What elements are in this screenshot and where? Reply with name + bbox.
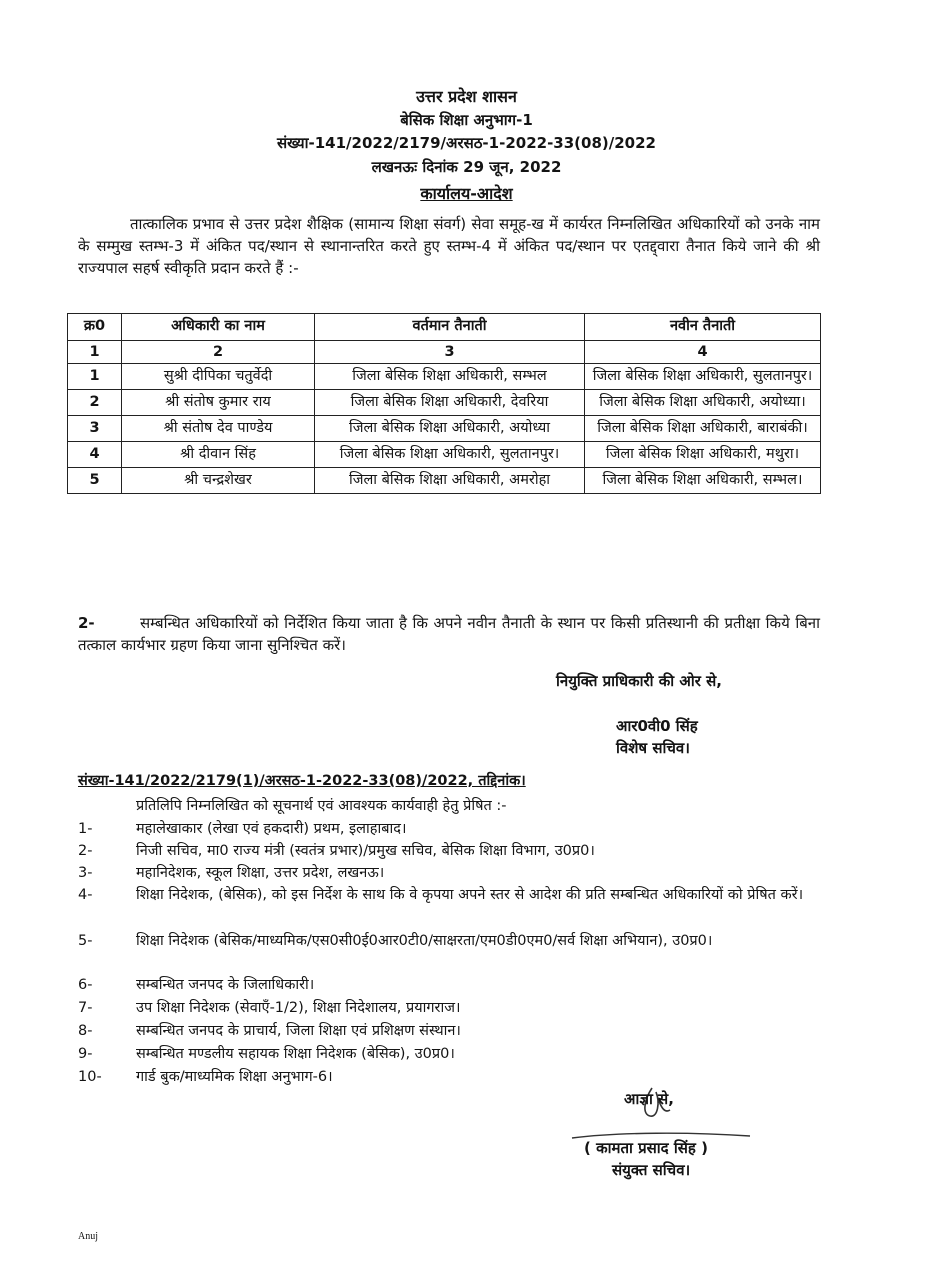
reference-number: संख्या-141/2022/2179/अरसठ-1-2022-33(08)/2022 bbox=[277, 134, 656, 152]
row-serial: 2 bbox=[68, 390, 122, 416]
signatory-1-block bbox=[616, 715, 698, 759]
row-current-posting: जिला बेसिक शिक्षा अधिकारी, सुलतानपुर। bbox=[315, 442, 585, 468]
list-item-number: 7- bbox=[78, 1000, 93, 1016]
row-new-posting: जिला बेसिक शिक्षा अधिकारी, मथुरा। bbox=[585, 442, 821, 468]
list-item bbox=[78, 1020, 820, 1042]
row-current-posting: जिला बेसिक शिक्षा अधिकारी, सम्भल bbox=[315, 364, 585, 390]
list-item-text: शिक्षा निदेशक, (बेसिक), को इस निर्देश के साथ कि वे कृपया अपने स्तर से आदेश की प्रति सम्बन्धित अधिकारियों को प्रेषित करें। bbox=[136, 887, 804, 903]
list-item-number: 9- bbox=[78, 1046, 93, 1062]
row-current-posting: जिला बेसिक शिक्षा अधिकारी, अमरोहा bbox=[315, 468, 585, 494]
signatory-1-designation: विशेष सचिव। bbox=[616, 739, 690, 757]
signatory-2-name: ( कामता प्रसाद सिंह ) bbox=[584, 1139, 708, 1157]
copy-intro: प्रतिलिपि निम्नलिखित को सूचनार्थ एवं आवश्यक कार्यवाही हेतु प्रेषित :- bbox=[136, 798, 507, 814]
list-item-text: निजी सचिव, मा0 राज्य मंत्री (स्वतंत्र प्रभार)/प्रमुख सचिव, बेसिक शिक्षा विभाग, उ0प्र0। bbox=[136, 843, 595, 859]
signatory-2-designation: संयुक्त सचिव। bbox=[612, 1161, 691, 1179]
list-item-text: महालेखाकार (लेखा एवं हकदारी) प्रथम, इलाहाबाद। bbox=[136, 821, 407, 837]
column-number: 2 bbox=[122, 341, 315, 364]
order-title: कार्यालय-आदेश bbox=[420, 184, 513, 203]
list-item-text: सम्बन्धित जनपद के प्राचार्य, जिला शिक्षा एवं प्रशिक्षण संस्थान। bbox=[136, 1023, 461, 1039]
row-officer-name: सुश्री दीपिका चतुर्वेदी bbox=[122, 364, 315, 390]
row-current-posting: जिला बेसिक शिक्षा अधिकारी, देवरिया bbox=[315, 390, 585, 416]
list-item-text: सम्बन्धित मण्डलीय सहायक शिक्षा निदेशक (बेसिक), उ0प्र0। bbox=[136, 1046, 455, 1062]
list-item-number: 2- bbox=[78, 843, 93, 859]
list-item bbox=[78, 1043, 820, 1065]
list-item bbox=[78, 930, 820, 952]
row-new-posting: जिला बेसिक शिक्षा अधिकारी, बाराबंकी। bbox=[585, 416, 821, 442]
row-new-posting: जिला बेसिक शिक्षा अधिकारी, सुलतानपुर। bbox=[585, 364, 821, 390]
list-item bbox=[78, 862, 820, 884]
row-serial: 1 bbox=[68, 364, 122, 390]
list-item bbox=[78, 884, 820, 906]
section-title: बेसिक शिक्षा अनुभाग-1 bbox=[400, 111, 533, 129]
govt-title: उत्तर प्रदेश शासन bbox=[416, 87, 517, 106]
table-row bbox=[68, 364, 821, 390]
list-item bbox=[78, 818, 820, 840]
table-row bbox=[68, 416, 821, 442]
list-item-number: 3- bbox=[78, 865, 93, 881]
column-number: 4 bbox=[585, 341, 821, 364]
list-item-text: शिक्षा निदेशक (बेसिक/माध्यमिक/एस0सी0ई0आर0टी0/साक्षरता/एम0डी0एम0/सर्व शिक्षा अभियान), उ0प्र0। bbox=[136, 933, 713, 949]
row-serial: 4 bbox=[68, 442, 122, 468]
header-new-posting: नवीन तैनाती bbox=[585, 314, 821, 341]
list-item-text: गार्ड बुक/माध्यमिक शिक्षा अनुभाग-6। bbox=[136, 1069, 333, 1085]
list-item-number: 1- bbox=[78, 821, 93, 837]
list-item bbox=[78, 997, 820, 1019]
list-item bbox=[78, 974, 820, 996]
column-number: 1 bbox=[68, 341, 122, 364]
row-officer-name: श्री संतोष कुमार राय bbox=[122, 390, 315, 416]
column-number: 3 bbox=[315, 341, 585, 364]
place-date: लखनऊः दिनांक 29 जून, 2022 bbox=[371, 158, 562, 176]
row-current-posting: जिला बेसिक शिक्षा अधिकारी, अयोध्या bbox=[315, 416, 585, 442]
table-row bbox=[68, 390, 821, 416]
header-name: अधिकारी का नाम bbox=[122, 314, 315, 341]
paragraph-2-text: सम्बन्धित अधिकारियों को निर्देशित किया जाता है कि अपने नवीन तैनाती के स्थान पर किसी प्रतिस्थानी की प्रतीक्षा किये बिना तत्काल कार्यभार ग्रहण किया जाना सुनिश्चित करें। bbox=[78, 614, 820, 654]
intro-paragraph: तात्कालिक प्रभाव से उत्तर प्रदेश शैक्षिक (सामान्य शिक्षा संवर्ग) सेवा समूह-ख में कार्यरत निम्नलिखित अधिकारियों को उनके नाम के सम्मुख स्तम्भ-3 में अंकित पद/स्थान से स्थानान्तरित करते हुए स्तम्भ-4 में अंकित पद/स्थान पर एतद्द्वारा तैनात किये जाने की श्री राज्यपाल सहर्ष स्वीकृति प्रदान करते हैं :- bbox=[78, 215, 820, 277]
list-item-number: 6- bbox=[78, 977, 93, 993]
table-row bbox=[68, 468, 821, 494]
list-item-text: महानिदेशक, स्कूल शिक्षा, उत्तर प्रदेश, लखनऊ। bbox=[136, 865, 385, 881]
paragraph-2 bbox=[78, 612, 820, 656]
table-header-row bbox=[68, 314, 821, 341]
table-row bbox=[68, 442, 821, 468]
row-officer-name: श्री संतोष देव पाण्डेय bbox=[122, 416, 315, 442]
list-item bbox=[78, 840, 820, 862]
row-new-posting: जिला बेसिक शिक्षा अधिकारी, सम्भल। bbox=[585, 468, 821, 494]
list-item-number: 4- bbox=[78, 887, 93, 903]
row-serial: 5 bbox=[68, 468, 122, 494]
list-item-number: 8- bbox=[78, 1023, 93, 1039]
header-current-posting: वर्तमान तैनाती bbox=[315, 314, 585, 341]
transfer-table bbox=[67, 313, 821, 494]
paragraph-2-label: 2- bbox=[78, 614, 95, 632]
row-serial: 3 bbox=[68, 416, 122, 442]
list-item-number: 10- bbox=[78, 1069, 102, 1085]
copy-reference-number: संख्या-141/2022/2179(1)/अरसठ-1-2022-33(08)/2022, तद्दिनांक। bbox=[78, 773, 526, 789]
list-item-text: सम्बन्धित जनपद के जिलाधिकारी। bbox=[136, 977, 315, 993]
by-order-line: आज्ञा से, bbox=[624, 1090, 674, 1108]
row-new-posting: जिला बेसिक शिक्षा अधिकारी, अयोध्या। bbox=[585, 390, 821, 416]
row-officer-name: श्री दीवान सिंह bbox=[122, 442, 315, 468]
signatory-1-name: आर0वी0 सिंह bbox=[616, 717, 698, 735]
column-number-row bbox=[68, 341, 821, 364]
footer-note: Anuj bbox=[78, 1231, 98, 1242]
row-officer-name: श्री चन्द्रशेखर bbox=[122, 468, 315, 494]
list-item-number: 5- bbox=[78, 933, 93, 949]
list-item-text: उप शिक्षा निदेशक (सेवाएँ-1/2), शिक्षा निदेशालय, प्रयागराज। bbox=[136, 1000, 461, 1016]
header-serial: क्र0 bbox=[68, 314, 122, 341]
on-behalf-line: नियुक्ति प्राधिकारी की ओर से, bbox=[556, 672, 722, 690]
